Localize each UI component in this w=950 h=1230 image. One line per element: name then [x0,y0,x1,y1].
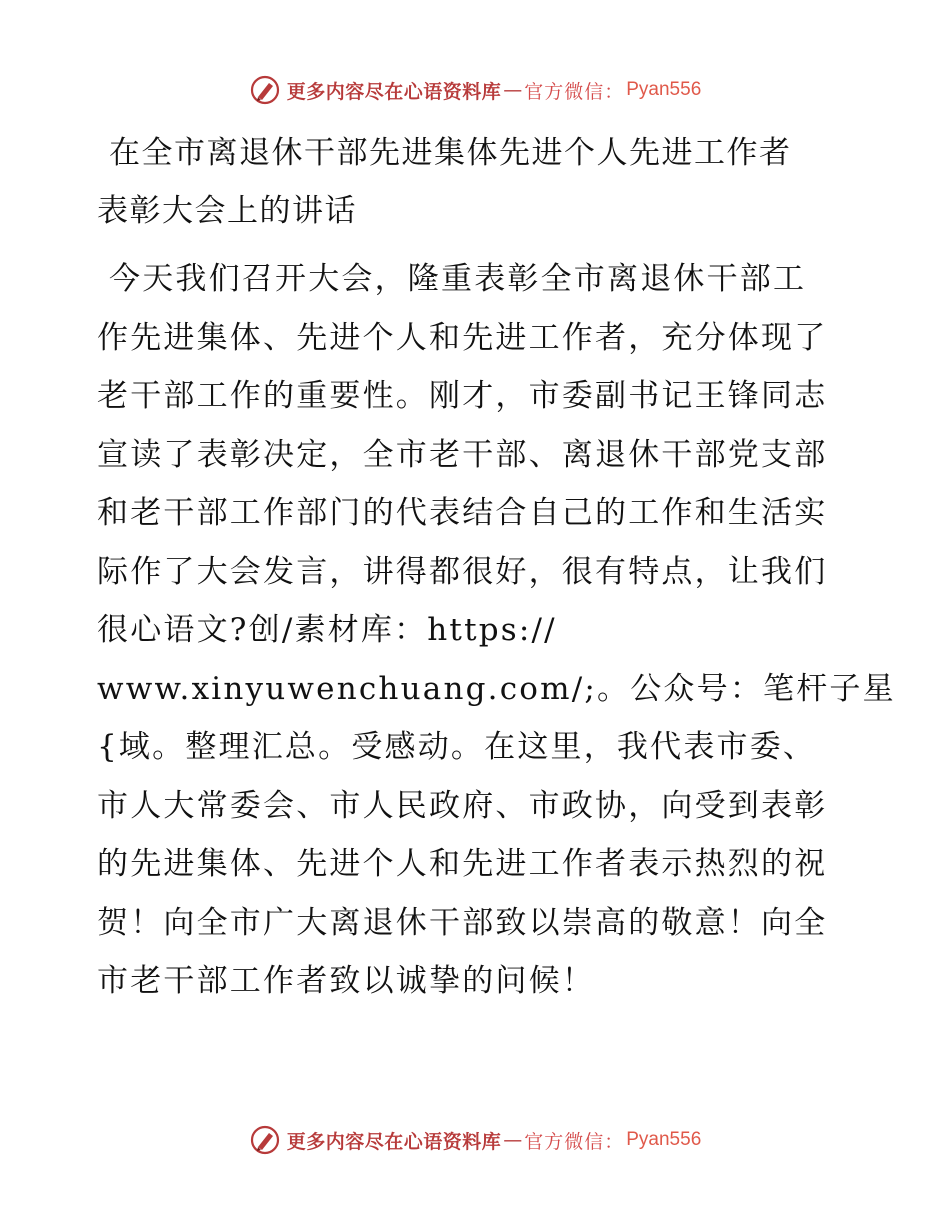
pen-logo-icon [249,74,281,106]
banner-main-text: 更多内容尽在心语资料库 [286,80,502,103]
banner-wechat-id: Pyan556 [626,1129,702,1150]
body-line: 今天我们召开大会，隆重表彰全市离退休干部工 [109,261,807,297]
banner-main-text: 更多内容尽在心语资料库 [286,1130,502,1153]
document-body [97,250,896,1011]
body-line: {域。整理汇总。受感动。在这里，我代表市委、 [97,729,817,765]
banner-wechat-id: Pyan556 [626,79,702,100]
body-line: 作先进集体、先进个人和先进工作者，充分体现了 [97,319,828,356]
pen-logo-icon [249,1124,281,1156]
body-line: 和老干部工作部门的代表结合自己的工作和生活实 [97,495,828,531]
banner-wechat-label: 官方微信： [524,1130,625,1153]
body-line: 际作了大会发言，讲得都很好，很有特点，让我们 [97,553,828,590]
body-line: 宣读了表彰决定，全市老干部、离退休干部党支部 [97,436,828,473]
title-line-1: 在全市离退休干部先进集体先进个人先进工作者 [109,135,792,171]
footer-banner [0,1120,950,1160]
body-line: 市人大常委会、市人民政府、市政协，向受到表彰 [97,787,828,824]
title-line-2: 表彰大会上的讲话 [97,193,357,229]
body-line: 老干部工作的重要性。刚才，市委副书记王锋同志 [97,378,828,414]
banner-wechat-label: 官方微信： [524,80,625,103]
body-line: www.xinyuwenchuang.com/;。公众号：笔杆子星 [97,670,896,707]
header-banner [0,70,950,110]
body-line: 贺！向全市广大离退休干部致以崇高的敬意！向全 [97,904,828,941]
body-line: 很心语文?创/素材库：https:// [97,612,557,648]
banner-dash: — [503,79,523,101]
body-line: 的先进集体、先进个人和先进工作者表示热烈的祝 [97,846,828,882]
body-line: 市老干部工作者致以诚挚的问候！ [97,963,595,999]
document-title [97,124,877,240]
banner-dash: — [503,1129,523,1151]
